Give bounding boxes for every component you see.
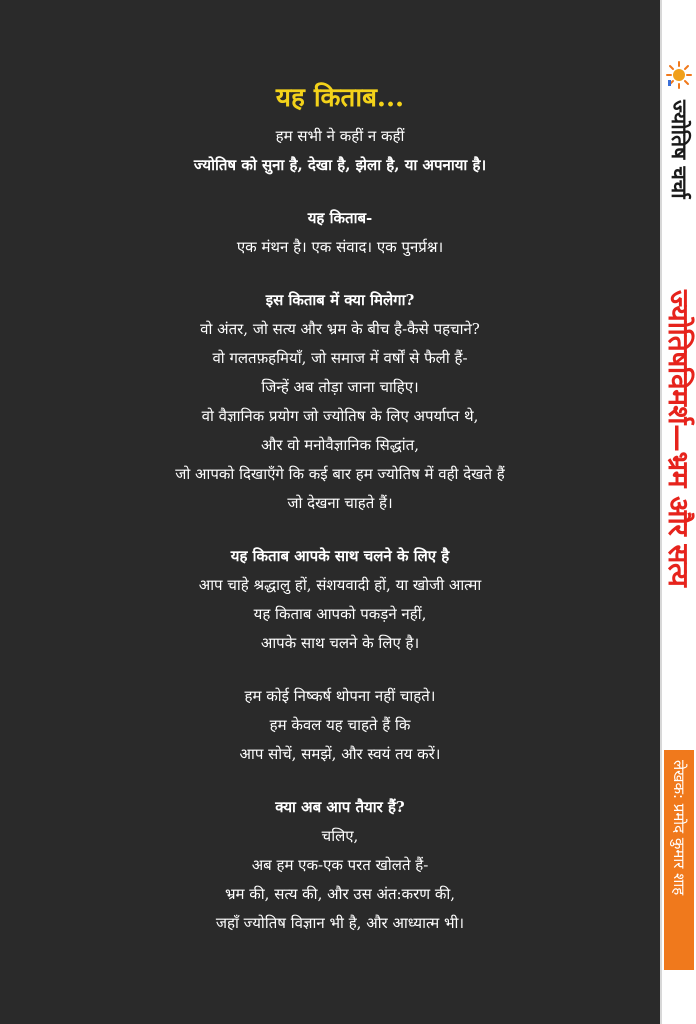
- blurb-line: भ्रम की, सत्य की, और उस अंत:करण की,: [224, 885, 455, 903]
- spine-book-title: ज्योतिषविमर्श—भ्रम और सत्य: [662, 290, 695, 587]
- section-heading: इस किताब में क्या मिलेगा?: [265, 291, 415, 309]
- blurb-line: हम केवल यह चाहते हैं कि: [269, 716, 411, 734]
- sun-logo-icon: [666, 60, 692, 90]
- blurb-line: यह किताब आपको पकड़ने नहीं,: [253, 605, 427, 623]
- spine-text-row: [664, 100, 694, 1000]
- spine-author-name: लेखक: प्रमोद कुमार शाह: [670, 760, 688, 896]
- blurb-line: और वो मनोवैज्ञानिक सिद्धांत,: [261, 436, 419, 454]
- blurb-line: हम कोई निष्कर्ष थोपना नहीं चाहते।: [244, 687, 436, 705]
- section-3-block: [90, 542, 590, 658]
- blurb-line: जो आपको दिखाएँगे कि कई बार हम ज्योतिष में वही देखते हैं: [175, 465, 505, 483]
- blurb: [90, 80, 590, 962]
- blurb-line: एक मंथन है। एक संवाद। एक पुनर्प्रश्न।: [236, 238, 444, 256]
- blurb-line: हम सभी ने कहीं न कहीं: [275, 127, 405, 145]
- book-spine: [662, 0, 696, 1024]
- section-heading: यह किताब-: [307, 209, 373, 227]
- blurb-line: आप चाहे श्रद्धालु हों, संशयवादी हों, या खोजी आत्मा: [198, 576, 482, 594]
- blurb-line: वो वैज्ञानिक प्रयोग जो ज्योतिष के लिए अपर्याप्त थे,: [201, 407, 479, 425]
- blurb-line: जिन्हें अब तोड़ा जाना चाहिए।: [261, 378, 419, 396]
- section-heading: क्या अब आप तैयार हैं?: [275, 798, 405, 816]
- blurb-line: वो गलतफ़हमियाँ, जो समाज में वर्षों से फैली हैं-: [212, 349, 468, 367]
- intro-block: [90, 122, 590, 180]
- section-4-block: [90, 682, 590, 769]
- spine-series-name: ज्योतिष चर्चा: [667, 100, 692, 199]
- blurb-line: जहाँ ज्योतिष विज्ञान भी है, और आध्यात्म भी।: [215, 914, 465, 932]
- section-5-block: [90, 793, 590, 938]
- blurb-line: आप सोचें, समझें, और स्वयं तय करें।: [239, 745, 441, 763]
- blurb-line: जो देखना चाहते हैं।: [287, 494, 393, 512]
- section-heading: यह किताब आपके साथ चलने के लिए है: [230, 547, 450, 565]
- blurb-line: ज्योतिष को सुना है, देखा है, झेला है, या अपनाया है।: [193, 156, 487, 174]
- section-1-block: [90, 204, 590, 262]
- blurb-line: आपके साथ चलने के लिए है।: [260, 634, 420, 652]
- blurb-line: चलिए,: [321, 827, 359, 845]
- blurb-line: अब हम एक-एक परत खोलते हैं-: [251, 856, 429, 874]
- blurb-line: वो अंतर, जो सत्य और भ्रम के बीच है-कैसे पहचाने?: [200, 320, 480, 338]
- section-2-block: [90, 286, 590, 518]
- spine-author-badge: [664, 750, 694, 970]
- blurb-heading: यह किताब...: [275, 83, 405, 113]
